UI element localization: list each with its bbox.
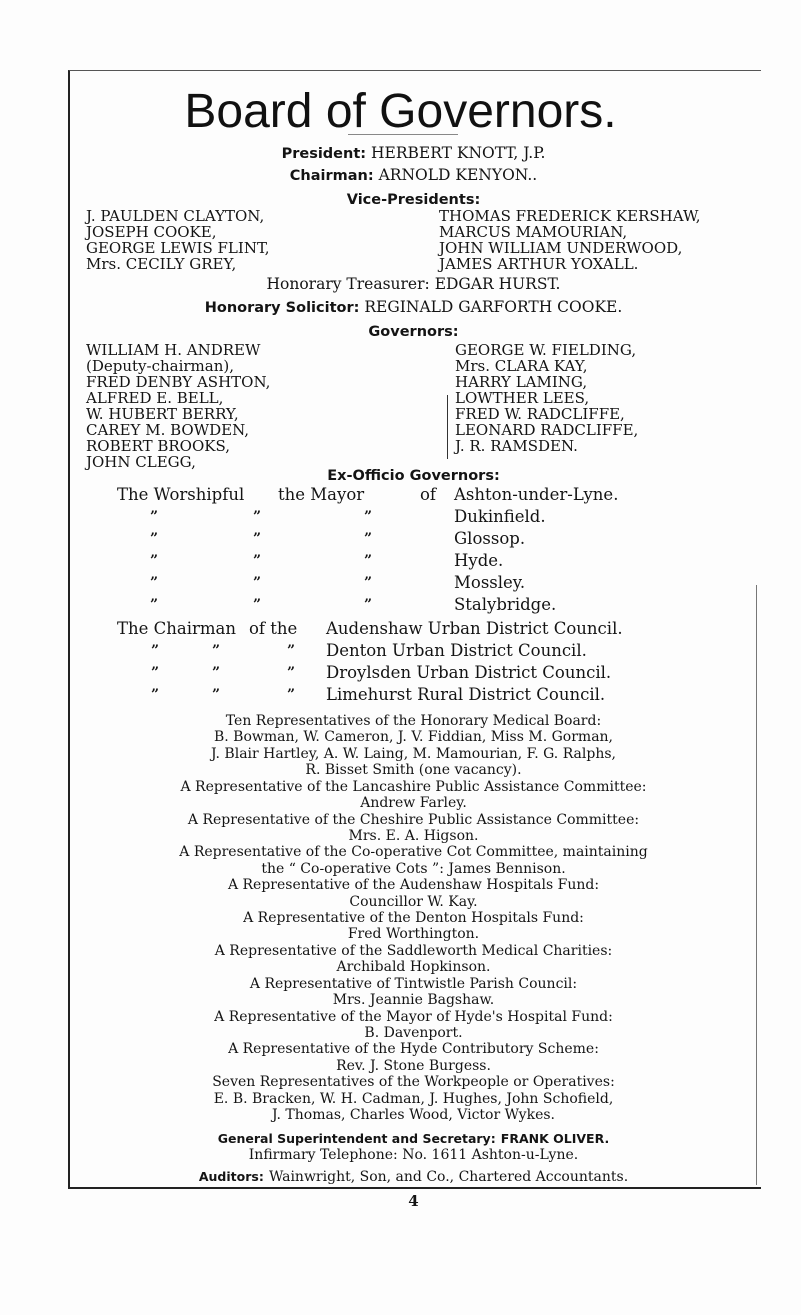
governor: WILLIAM H. ANDREW bbox=[86, 341, 261, 359]
representatives-line: A Representative of the Lancashire Public Assistance Committee: bbox=[180, 778, 647, 795]
governor: W. HUBERT BERRY, bbox=[86, 405, 239, 423]
solicitor-name: REGINALD GARFORTH COOKE. bbox=[364, 298, 623, 316]
vice-president: JOSEPH COOKE, bbox=[86, 223, 217, 241]
chairman-line bbox=[68, 166, 759, 184]
representatives-line: Ten Representatives of the Honorary Medical Board: bbox=[225, 713, 602, 729]
solicitor-line bbox=[68, 298, 759, 316]
ditto-mark: ” bbox=[212, 665, 221, 681]
council: Droylsden Urban District Council. bbox=[326, 663, 612, 682]
ex-officio-chairman: The Chairman bbox=[117, 619, 237, 638]
representatives-line: A Representative of the Audenshaw Hospitals Fund: bbox=[227, 877, 600, 894]
governor: ROBERT BROOKS, bbox=[86, 437, 230, 455]
auditors-label: Auditors: bbox=[198, 1169, 264, 1184]
president-label: President: bbox=[281, 146, 367, 162]
ditto-mark: ” bbox=[253, 553, 262, 569]
vice-president: MARCUS MAMOURIAN, bbox=[439, 223, 628, 241]
governors-label: Governors: bbox=[368, 324, 459, 340]
governors-column-divider bbox=[447, 395, 448, 459]
mayor-place: Hyde. bbox=[454, 551, 504, 570]
ex-officio-label: Ex-Officio Governors: bbox=[327, 468, 500, 484]
representatives-line: A Representative of the Denton Hospitals Fund: bbox=[243, 910, 584, 926]
ex-officio-of-the: of the bbox=[249, 619, 298, 638]
representatives-line: the “ Co-operative Cots ”: James Bennison. bbox=[261, 860, 566, 877]
page-number: 4 bbox=[408, 1192, 419, 1210]
treasurer-label: Honorary Treasurer: bbox=[266, 275, 430, 293]
title-underline bbox=[348, 134, 458, 135]
ditto-mark: ” bbox=[287, 643, 296, 659]
governor: FRED DENBY ASHTON, bbox=[86, 373, 271, 391]
representatives-line: R. Bisset Smith (one vacancy). bbox=[305, 762, 522, 779]
ditto-mark: ” bbox=[364, 553, 373, 569]
governors-heading bbox=[68, 321, 759, 340]
representatives-line: A Representative of the Mayor of Hyde's Hospital Fund: bbox=[214, 1008, 613, 1025]
representatives-line: A Representative of the Cheshire Public Assistance Committee: bbox=[187, 811, 640, 828]
vice-president: THOMAS FREDERICK KERSHAW, bbox=[439, 207, 701, 225]
ditto-mark: ” bbox=[364, 531, 373, 547]
vice-presidents-right bbox=[439, 208, 701, 272]
governor: Mrs. CLARA KAY, bbox=[455, 357, 588, 375]
ditto-mark: ” bbox=[364, 597, 373, 613]
solicitor-label: Honorary Solicitor: bbox=[204, 300, 360, 316]
superintendent-line bbox=[68, 1128, 759, 1147]
representatives-line: J. Blair Hartley, A. W. Laing, M. Mamourian, F. G. Ralphs, bbox=[211, 745, 616, 762]
ditto-mark: ” bbox=[151, 643, 160, 659]
ditto-mark: ” bbox=[150, 509, 159, 525]
vice-presidents-left bbox=[86, 208, 270, 272]
ditto-mark: ” bbox=[364, 509, 373, 525]
ditto-mark: ” bbox=[253, 509, 262, 525]
treasurer-line bbox=[68, 275, 759, 293]
mayor-place: Glossop. bbox=[454, 529, 526, 548]
representatives-line: J. Thomas, Charles Wood, Victor Wykes. bbox=[271, 1107, 555, 1123]
mayor-place: Mossley. bbox=[454, 573, 526, 592]
representatives-line: Councillor W. Kay. bbox=[349, 893, 478, 910]
vice-president: JOHN WILLIAM UNDERWOOD, bbox=[439, 239, 683, 257]
vice-president: GEORGE LEWIS FLINT, bbox=[86, 239, 270, 257]
chairman-name: ARNOLD KENYON.. bbox=[378, 166, 538, 184]
vice-president: J. PAULDEN CLAYTON, bbox=[86, 207, 265, 225]
representatives-line: A Representative of the Saddleworth Medical Charities: bbox=[214, 942, 613, 959]
ditto-mark: ” bbox=[150, 597, 159, 613]
representatives-line: Andrew Farley. bbox=[360, 795, 467, 812]
council: Limehurst Rural District Council. bbox=[326, 685, 606, 704]
representatives-line: A Representative of Tintwistle Parish Council: bbox=[249, 975, 578, 992]
vice-presidents-heading bbox=[68, 189, 759, 208]
governor: (Deputy-chairman), bbox=[86, 357, 235, 375]
governor: JOHN CLEGG, bbox=[86, 453, 196, 471]
page-title: Board of Governors. bbox=[184, 85, 617, 138]
representatives-line: Mrs. Jeannie Bagshaw. bbox=[332, 992, 495, 1009]
governor: J. R. RAMSDEN. bbox=[455, 437, 578, 455]
ditto-mark: ” bbox=[150, 575, 159, 591]
governor: HARRY LAMING, bbox=[455, 373, 588, 391]
ditto-mark: ” bbox=[253, 575, 262, 591]
ex-officio-of: of bbox=[420, 485, 437, 504]
vice-president: JAMES ARTHUR YOXALL. bbox=[439, 255, 639, 273]
governor: ALFRED E. BELL, bbox=[86, 389, 224, 407]
governor: LOWTHER LEES, bbox=[455, 389, 590, 407]
telephone-line: Infirmary Telephone: No. 1611 Ashton-u-Lyne. bbox=[248, 1147, 579, 1163]
ditto-mark: ” bbox=[150, 553, 159, 569]
treasurer-name: EDGAR HURST. bbox=[434, 275, 561, 293]
ditto-mark: ” bbox=[151, 687, 160, 703]
superintendent-label: General Superintendent and Secretary: bbox=[217, 1131, 496, 1146]
representatives-line: A Representative of the Hyde Contributory Scheme: bbox=[228, 1041, 599, 1058]
representatives-line: A Representative of the Co-operative Cot Committee, maintaining bbox=[179, 844, 648, 861]
representatives-line: B. Bowman, W. Cameron, J. V. Fiddian, Miss M. Gorman, bbox=[213, 729, 614, 746]
ditto-mark: ” bbox=[212, 643, 221, 659]
representatives-line: B. Davenport. bbox=[364, 1024, 463, 1041]
council: Denton Urban District Council. bbox=[326, 641, 587, 660]
ex-officio-worshipful: The Worshipful bbox=[117, 485, 245, 504]
superintendent-name: FRANK OLIVER. bbox=[500, 1131, 610, 1146]
auditors-line bbox=[68, 1166, 759, 1185]
ditto-mark: ” bbox=[253, 531, 262, 547]
representatives-line: Rev. J. Stone Burgess. bbox=[336, 1057, 491, 1074]
governor: LEONARD RADCLIFFE, bbox=[455, 421, 639, 439]
representatives-line: Mrs. E. A. Higson. bbox=[348, 827, 479, 844]
governor: FRED W. RADCLIFFE, bbox=[455, 405, 625, 423]
representatives-line: Archibald Hopkinson. bbox=[336, 959, 491, 976]
governors-left bbox=[86, 342, 270, 470]
governor: CAREY M. BOWDEN, bbox=[86, 421, 250, 439]
governors-right bbox=[455, 342, 638, 454]
ditto-mark: ” bbox=[364, 575, 373, 591]
ditto-mark: ” bbox=[287, 687, 296, 703]
representatives-line: Seven Representatives of the Workpeople or Operatives: bbox=[212, 1074, 615, 1091]
ditto-mark: ” bbox=[253, 597, 262, 613]
ditto-mark: ” bbox=[150, 531, 159, 547]
ex-officio-heading bbox=[68, 465, 759, 484]
ditto-mark: ” bbox=[212, 687, 221, 703]
representatives-line: Fred Worthington. bbox=[347, 926, 480, 943]
governor: GEORGE W. FIELDING, bbox=[455, 341, 637, 359]
mayor-place: Dukinfield. bbox=[454, 507, 546, 526]
president-name: HERBERT KNOTT, J.P. bbox=[371, 144, 546, 162]
ditto-mark: ” bbox=[287, 665, 296, 681]
auditors-value: Wainwright, Son, and Co., Chartered Accountants. bbox=[268, 1169, 629, 1185]
president-line bbox=[68, 144, 759, 162]
vice-president: Mrs. CECILY GREY, bbox=[86, 255, 237, 273]
vice-presidents-label: Vice-Presidents: bbox=[346, 192, 481, 208]
chairman-label: Chairman: bbox=[289, 168, 374, 184]
ditto-mark: ” bbox=[151, 665, 160, 681]
mayor-place: Ashton-under-Lyne. bbox=[454, 485, 619, 504]
ex-officio-the-mayor: the Mayor bbox=[278, 485, 365, 504]
representatives-line: E. B. Bracken, W. H. Cadman, J. Hughes, John Schofield, bbox=[213, 1090, 614, 1107]
mayor-place: Stalybridge. bbox=[454, 595, 557, 614]
council: Audenshaw Urban District Council. bbox=[326, 619, 623, 638]
